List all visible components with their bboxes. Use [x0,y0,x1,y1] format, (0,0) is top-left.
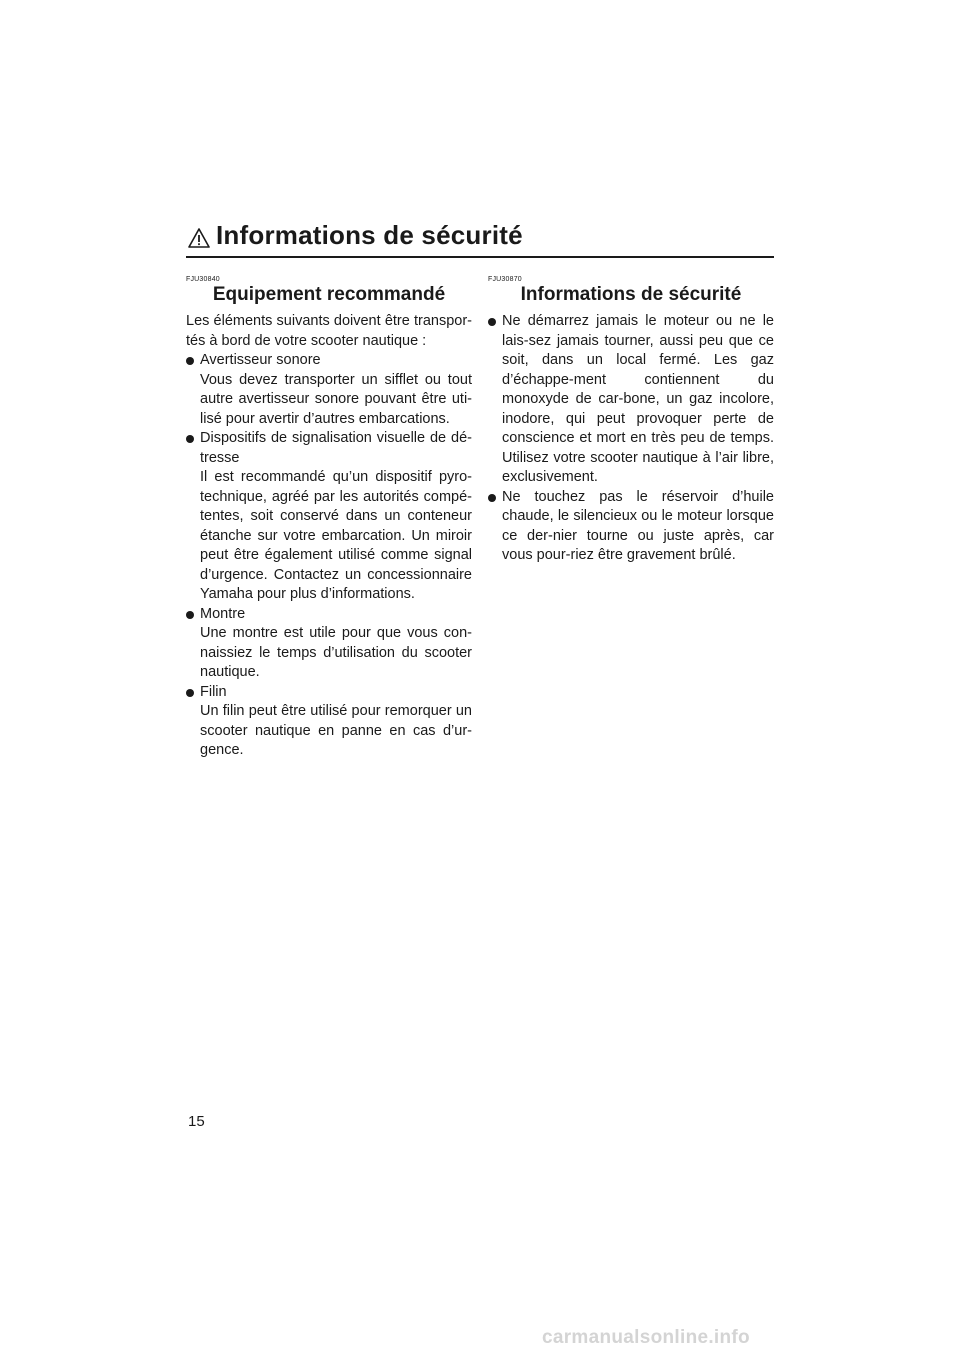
intro-paragraph: Les éléments suivants doivent être transpor-tés à bord de votre scooter nautique : [186,313,472,349]
list-item-label: Montre [200,605,246,622]
page-number: 15 [188,1113,205,1130]
list-item-text: Ne démarrez jamais le moteur ou ne le lais-sez jamais tourner, aussi peu que ce soit, dans un local fermé. Les gaz d’échappe-ment contiennent du monoxyde de car-bone, un gaz incolore, inodore, qui peut provoquer perte de conscience et mort en très peu de temps. Utilisez votre scooter nautique à l’air libre, exclusivement. [502,313,774,485]
list-item-text: Ne touchez pas le réservoir d’huile chaude, le silencieux ou le moteur lorsque ce der-nier tourne ou juste après, car vous pour-riez être gravement brûlé. [502,488,774,563]
page-header [186,222,774,258]
section-code: FJU30840 [186,276,220,283]
list-item-text: Il est recommandé qu’un dispositif pyro-technique, agréé par les autorités compé-tentes, soit conservé dans un conteneur étanche sur votre embarcation. Un miroir peut être également utilisé comme signal d’urgence. Contactez un concessionnaire Yamaha pour plus d’informations. [200,469,472,602]
left-column [186,276,472,761]
bullet-icon [186,611,194,619]
bullet-icon [488,318,496,326]
section-code: FJU30870 [488,276,522,283]
page-title: Informations de sécurité [216,220,523,250]
list-item-text: Vous devez transporter un sifflet ou tout autre avertisseur sonore pouvant être uti-lisé pour avertir d’autres embarcations. [200,371,472,427]
bullet-icon [186,689,194,697]
right-column [488,276,774,566]
list-item [186,429,472,605]
list-item-label: Avertisseur sonore [200,352,321,368]
list-item-label: Filin [200,683,227,700]
list-item [186,683,472,761]
list-item [186,605,472,683]
list-item [488,312,774,488]
bullet-icon [488,494,496,502]
list-item-text: Une montre est utile pour que vous con-naissiez le temps d’utilisation du scooter nautique. [200,625,472,680]
list-item [488,488,774,566]
bullet-icon [186,435,194,443]
bullet-icon [186,357,194,365]
section-title-equipment: Equipement recommandé [212,284,446,305]
section-title-safety: Informations de sécurité [520,284,742,305]
watermark: carmanualsonline.info [542,1327,750,1348]
list-item-text: Un filin peut être utilisé pour remorquer un scooter nautique en panne en cas d’ur-gence. [200,703,472,758]
warning-triangle-icon [188,228,210,248]
list-item [186,351,472,429]
list-item-label: Dispositifs de signalisation visuelle de dé-tresse [200,430,472,466]
